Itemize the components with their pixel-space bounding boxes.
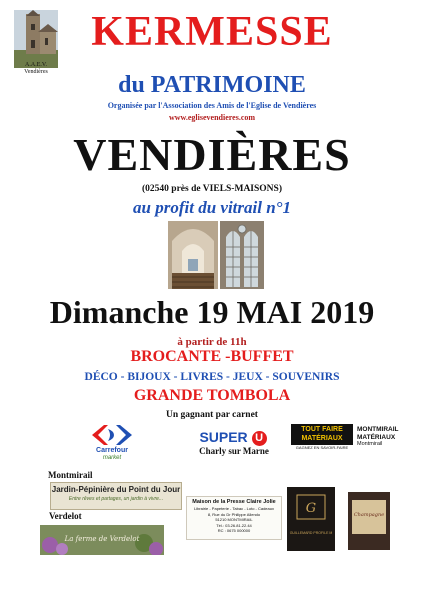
logo-caption-line2: Vendières <box>24 69 48 75</box>
maison-title: Maison de la Presse Claire Jolie <box>192 499 276 505</box>
event-time: à partir de 11h <box>177 336 247 348</box>
champagne-label <box>348 492 390 550</box>
verdelot-banner <box>40 525 164 555</box>
carrefour-logo <box>84 423 140 465</box>
jardin-sign <box>50 482 182 510</box>
svg-text:G: G <box>305 501 317 516</box>
event-date: Dimanche 19 MAI 2019 <box>49 294 375 330</box>
maison-line2: Librairie - Papeterie - Tabac - Loto - Cadeaux <box>194 506 274 511</box>
tout-faire-mat: MATÉRIAUX <box>357 433 396 441</box>
champagne-text: Champagne <box>353 512 385 518</box>
tout-faire-place: Montmirail <box>357 441 383 447</box>
verdelot-text: La ferme de Verdelot <box>64 535 140 543</box>
page-title: KERMESSE <box>91 9 333 55</box>
super-u-logo <box>198 428 268 446</box>
jardin-title: Jardin-Pépinière du Point du Jour <box>51 485 181 494</box>
verdelot-label: Verdelot <box>49 511 82 521</box>
town-name: VENDIÈRES <box>73 129 351 180</box>
super-u-location: Charly sur Marne <box>199 446 269 456</box>
church-interior-photo <box>168 221 218 289</box>
tout-faire-tagline: GAGNEZ EN SAVOIR-FAIRE <box>295 445 349 450</box>
super-u-letter: U <box>252 431 267 446</box>
organizer-text: Organisée par l'Association des Amis de l'Eglise de Vendières <box>107 101 317 110</box>
carrefour-name: Carrefour <box>96 447 128 454</box>
winner-note: Un gagnant par carnet <box>166 410 258 420</box>
maison-line3: 8, Rue du Dr Philippe Allendo <box>207 511 261 517</box>
maison-line5: Tél.: 03.26.81.22.44 <box>216 522 252 528</box>
tout-faire-city: MONTMIRAIL <box>357 426 399 433</box>
brocante-heading: BROCANTE -BUFFET <box>130 348 294 365</box>
tout-faire-logo <box>291 424 405 452</box>
wine-label-dark <box>287 487 335 551</box>
montmirail-label: Montmirail <box>48 470 93 480</box>
jardin-sub: Entre rêves et partages, un jardin à vivre... <box>68 496 164 502</box>
maison-presse-card <box>186 496 282 540</box>
maison-line4: 51210 MONTMIRAIL <box>215 517 253 523</box>
page-subtitle: du PATRIMOINE <box>118 72 306 98</box>
logo-caption-line1: A.A.E.V. <box>25 62 47 68</box>
tout-faire-line1: TOUT FAIRE <box>301 426 343 433</box>
items-list: DÉCO - BIJOUX - LIVRES - JEUX - SOUVENIRS <box>84 371 340 383</box>
carrefour-sub: market <box>102 455 122 461</box>
super-u-name: SUPER <box>199 429 248 445</box>
stained-glass-photo <box>220 221 264 289</box>
tout-faire-line2: MATÉRIAUX <box>301 435 343 442</box>
benefit-text: au profit du vitrail n°1 <box>133 198 291 217</box>
tombola-heading: GRANDE TOMBOLA <box>133 387 291 404</box>
website-link[interactable]: www.eglisevendieres.com <box>168 113 256 122</box>
grimoire-text: GUILLEMARD PROFILE M <box>289 531 333 535</box>
maison-line6: RC : 0675 000000 <box>217 528 251 534</box>
postal-info: (02540 près de VIELS-MAISONS) <box>142 184 282 194</box>
